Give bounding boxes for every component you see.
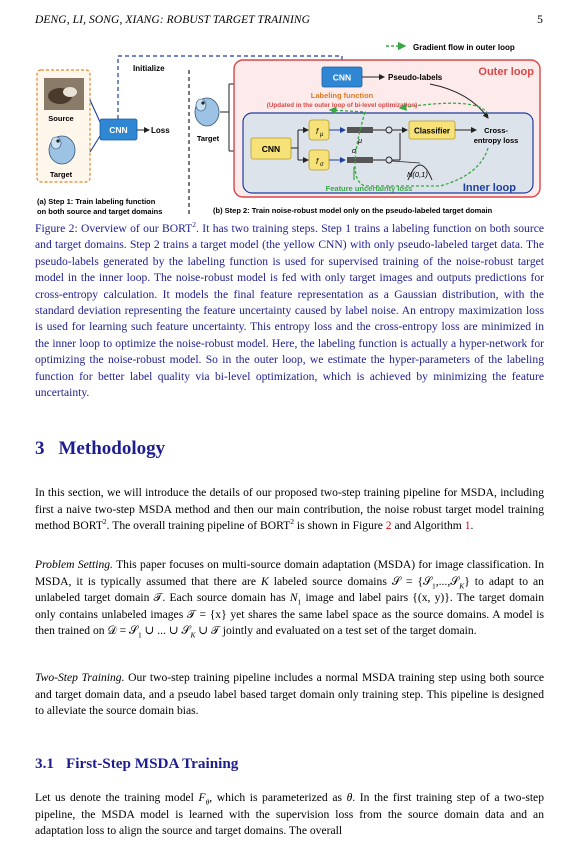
figure-2-link[interactable]: 2 <box>385 519 392 533</box>
target-label-right: Target <box>196 134 220 143</box>
subsection-title: First-Step MSDA Training <box>65 755 239 772</box>
source-label: Source <box>48 114 74 123</box>
initialize-label: Initialize <box>133 64 165 73</box>
figure-caption <box>35 221 544 401</box>
feature-uncertainty-text: Feature uncertainty loss <box>325 184 413 193</box>
outer-loop-label: Outer loop <box>478 66 534 78</box>
mu-symbol: μ <box>357 136 363 145</box>
f-mu-sub: μ <box>320 132 324 138</box>
caption-text: . It has two training steps. Step 1 trains a labeling function on both source and target domains. Step 2 trains a target model (the yellow CNN) with only pseudo-labeled target data. The pseudo-labels generated by the labeling function is used for supervised training of the noise-robust target model in the inner loop. The noise-robust model is fed with only target images and outputs predictions for cross-entropy calculation. It models the final feature representation as a Gaussian distribution, with the standard deviation representing the feature uncertainty caused by label noise. An entropy maximization loss is used for learning such feature uncertainty. This entropy loss and the cross-entropy loss are minimized in the inner loop to optimize the noise-robust model. Here, the labeling function is actually a hyper-network for optimizing the noise-robust model. So in the outer loop, we estimate the hyper-parameters of the labeling function for better label quality via bi-level optimization, which is achieved by minimizing the feature uncertainty. <box>35 222 544 400</box>
classifier-label: Classifier <box>413 126 451 136</box>
step2-caption: (b) Step 2: Train noise-robust model only on the pseudo-labeled target domain <box>213 206 493 215</box>
caption-label: Figure 2: Overview of our BORT <box>35 222 193 235</box>
normal-label: N(0,1) <box>407 170 428 179</box>
labeling-note-text: (Updated in the outer loop of bi-level optimization) <box>266 102 418 109</box>
subsection-heading <box>35 755 238 773</box>
sigma-feature-bar <box>347 157 373 163</box>
cnn-step1-label: CNN <box>109 125 128 135</box>
f-mu-block <box>309 120 329 140</box>
cross-entropy-line2: entropy loss <box>473 136 519 145</box>
cnn-noise-robust-label: CNN <box>261 144 281 154</box>
section-heading <box>35 438 165 460</box>
step1-caption-line2: on both source and target domains <box>37 207 163 216</box>
legend-gradient-text: Gradient flow in outer loop <box>413 43 515 52</box>
f-sigma-sub: σ <box>320 162 324 168</box>
target-cartoon-dog-left <box>49 136 75 164</box>
figure-2-diagram <box>0 0 567 220</box>
sigma-symbol: σ <box>351 146 357 155</box>
two-step-paragraph: Two-Step Training. Our two-step training pipeline includes a normal MSDA training step using both source and target domain data, and a pseudo label based target domain only training step. This pipeline is designed to alleviate the source domain bias. <box>35 671 544 718</box>
algorithm-1-link[interactable]: 1 <box>464 519 471 533</box>
running-title: DENG, LI, SONG, XIANG: ROBUST TARGET TRAINING <box>35 14 311 26</box>
section-title: Methodology <box>58 438 166 459</box>
target-cartoon-dog-right <box>195 98 219 126</box>
caption-label-sup: 2 <box>192 220 196 230</box>
intro-paragraph: In this section, we will introduce the details of our proposed two-step training pipeline for MSDA, including first a naive two-step MSDA method and then our main contribution, the noise robust target model training method BORT$^2$. The overall training pipeline of BORT$^2$ is shown in Figure 2 and Algorithm 1. <box>35 486 544 533</box>
inner-loop-label: Inner loop <box>462 182 516 194</box>
labeling-function-text: Labeling function <box>310 91 374 100</box>
cross-entropy-line1: Cross- <box>484 126 508 135</box>
f-sigma-label: f <box>316 157 319 166</box>
problem-setting-paragraph: Problem Setting. This paper focuses on multi-source domain adaptation (MSDA) for image classification. In MSDA, it is typically assumed that there are K labeled source domains 𝒮 = {𝒮$_1$,...,𝒮$_K$} to adapt to an unlabeled target domain 𝒯. Each source domain has $N_1$ image and label pairs {(x, y)}. The target domain only contains unlabeled images 𝒯 = {x} yet shares the same label space as the source domains. A model is then trained on 𝒟 = 𝒮$_1$ ∪ ... ∪ 𝒮$_K$ ∪ 𝒯 jointly and evaluated on a test set of the target domain. <box>35 558 545 640</box>
target-label-left: Target <box>49 170 73 179</box>
f-mu-label: f <box>316 127 319 136</box>
step1-caption-line1: (a) Step 1: Train labeling function <box>37 197 156 206</box>
first-step-paragraph: Let us denote the training model $F_\theta$, which is parameterized as θ. In the first training step of a two-step pipeline, the MSDA model is learned with the supervision loss from the source domain data and an adaptation loss to align the source and target domains. The overall <box>35 791 544 838</box>
section-number: 3 <box>35 438 45 459</box>
loss-label: Loss <box>151 126 170 135</box>
page-number: 5 <box>537 14 543 26</box>
pseudo-labels-text: Pseudo-labels <box>388 73 443 82</box>
f-sigma-block <box>309 150 329 170</box>
subsection-number: 3.1 <box>35 755 54 772</box>
cnn-labeling-label: CNN <box>332 72 352 83</box>
